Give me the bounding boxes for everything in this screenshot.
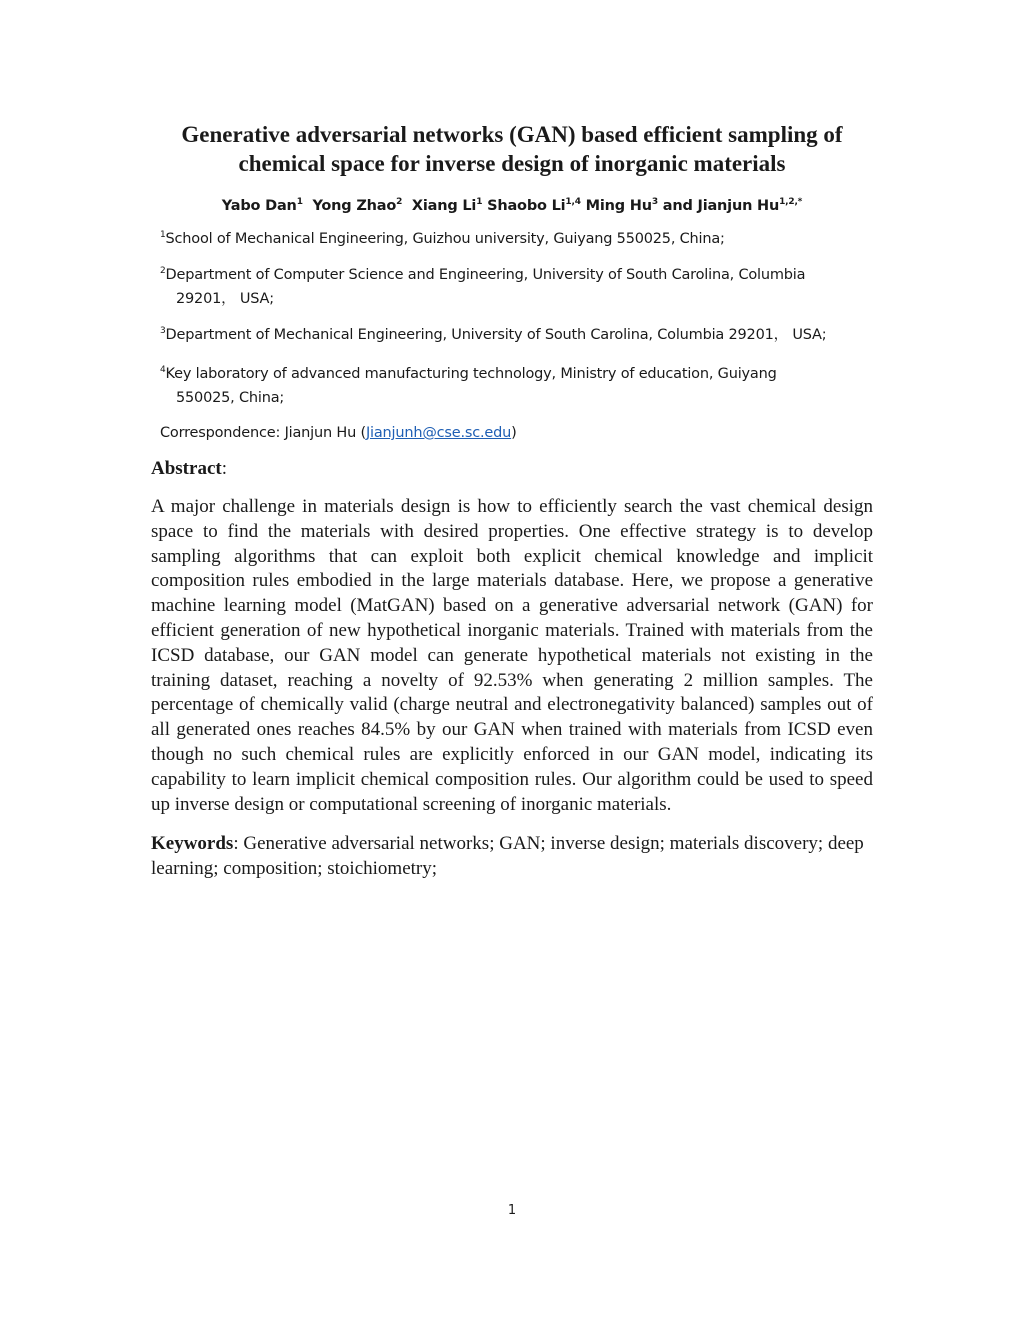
- author: Yabo Dan: [221, 198, 297, 214]
- affiliation-text-continued: 550025, China;: [176, 390, 285, 406]
- title-line-1: Generative adversarial networks (GAN) based efficient sampling of: [181, 122, 843, 147]
- author-affiliation-mark: 1: [476, 197, 483, 208]
- affiliation-mark: 3: [160, 326, 166, 337]
- correspondence-email-link[interactable]: Jianjunh@cse.sc.edu: [365, 425, 512, 441]
- author-affiliation-mark: 3: [651, 197, 658, 208]
- affiliation-mark: 4: [160, 365, 166, 376]
- affiliation-4: [160, 362, 880, 410]
- author: and Jianjun Hu: [662, 198, 780, 214]
- affiliation-text-continued: 29201， USA;: [176, 291, 274, 307]
- author-list: [100, 194, 924, 218]
- affiliation-text: Key laboratory of advanced manufacturing technology, Ministry of education, Guiyang: [165, 366, 777, 382]
- affiliation-text: Department of Mechanical Engineering, University of South Carolina, Columbia 29201， USA;: [165, 327, 827, 343]
- affiliation-3: [160, 323, 880, 347]
- affiliation-text: Department of Computer Science and Engineering, University of South Carolina, Columbia: [165, 267, 806, 283]
- title-line-2: chemical space for inverse design of inorganic materials: [238, 151, 786, 176]
- author: Ming Hu: [585, 198, 652, 214]
- author-affiliation-mark: 2: [396, 197, 403, 208]
- keywords-text: : Generative adversarial networks; GAN; inverse design; materials discovery; deep learning; composition; stoichiometry;: [151, 833, 864, 879]
- page-number: 1: [507, 1203, 517, 1218]
- keywords: [151, 832, 873, 882]
- affiliation-mark: 1: [160, 230, 166, 241]
- affiliation-text: School of Mechanical Engineering, Guizhou university, Guiyang 550025, China;: [165, 231, 725, 247]
- author-affiliation-mark: 1,2,*: [779, 197, 803, 208]
- author: Xiang Li: [411, 198, 477, 214]
- correspondence-suffix: ): [511, 425, 517, 441]
- affiliation-1: [160, 227, 880, 251]
- abstract-heading-label: Abstract: [151, 458, 222, 479]
- abstract-heading: [151, 457, 227, 481]
- paper-title: [100, 120, 924, 178]
- correspondence-label: Correspondence: Jianjun Hu (: [160, 425, 366, 441]
- abstract-text: A major challenge in materials design is how to efficiently search the vast chemical design space to find the materials with desired properties. One effective strategy is to develop sampling algorithms that can exploit both explicit chemical knowledge and implicit composition rules embodied in the large materials database. Here, we propose a generative machine learning model (MatGAN) based on a generative adversarial network (GAN) for efficient generation of new hypothetical inorganic materials. Trained with materials from the ICSD database, our GAN model can generate hypothetical materials not existing in the training dataset, reaching a novelty of 92.53% when generating 2 million samples. The percentage of chemically valid (charge neutral and electronegativity balanced) samples out of all generated ones reaches 84.5% by our GAN when trained with materials from ICSD even though no such chemical rules are explicitly enforced in our GAN model, indicating its capability to learn implicit chemical composition rules. Our algorithm could be used to speed up inverse design or computational screening of inorganic materials.: [151, 496, 873, 815]
- author: Yong Zhao: [312, 198, 397, 214]
- affiliation-mark: 2: [160, 266, 166, 277]
- affiliation-2: [160, 263, 880, 311]
- correspondence: [160, 421, 880, 445]
- abstract-heading-colon: :: [221, 458, 227, 479]
- author-affiliation-mark: 1,4: [565, 197, 581, 208]
- author: Shaobo Li: [487, 198, 566, 214]
- keywords-label: Keywords: [151, 833, 234, 854]
- author-affiliation-mark: 1: [296, 197, 303, 208]
